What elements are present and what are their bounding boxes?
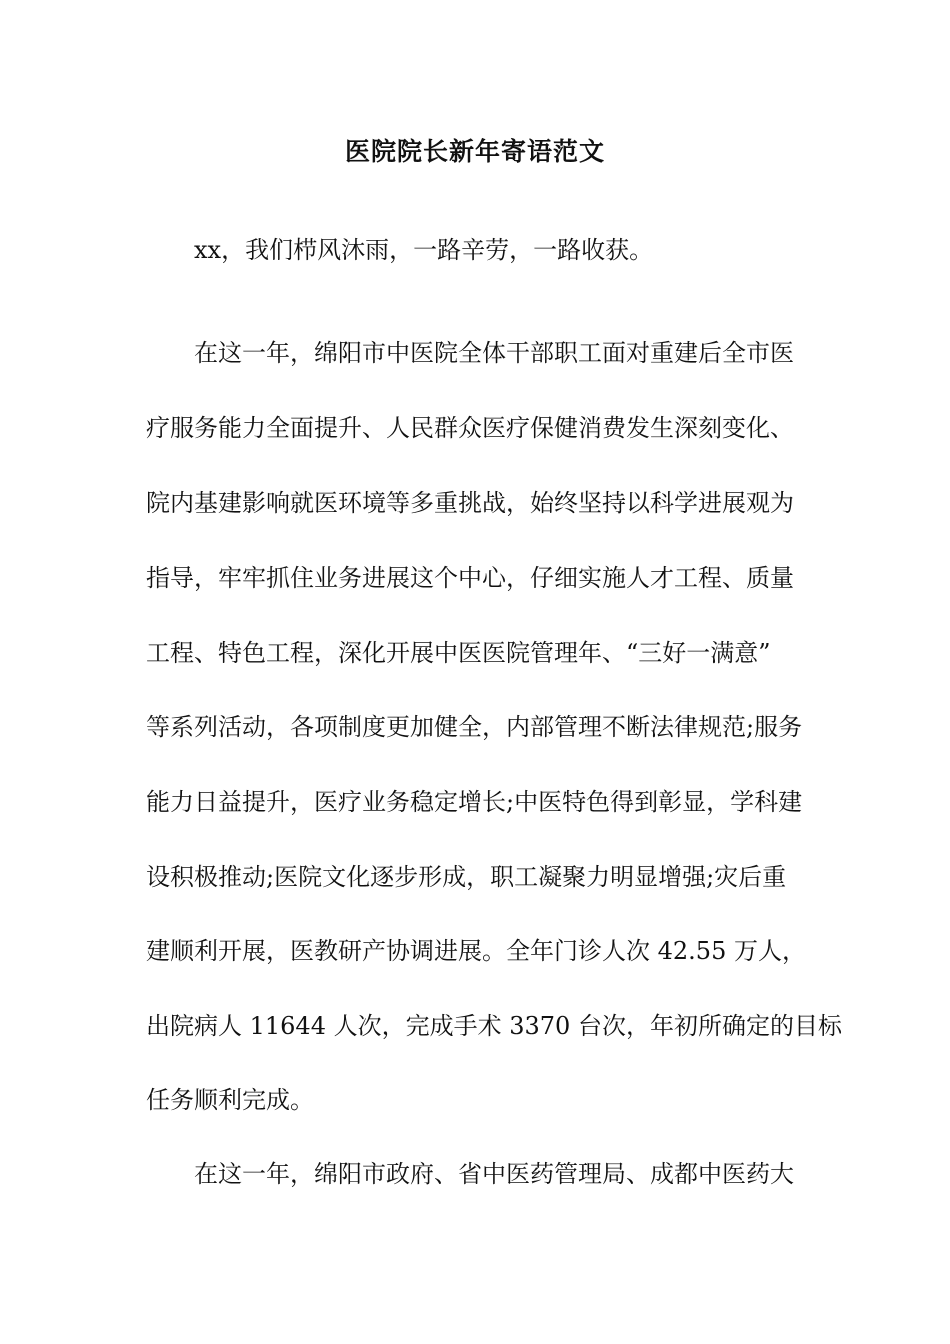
paragraph-3-line-1: 在这一年，绵阳市政府、省中医药管理局、成都中医药大 xyxy=(194,1160,794,1188)
paragraph-2-line-7: 能力日益提升，医疗业务稳定增长;中医特色得到彰显，学科建 xyxy=(146,788,803,816)
paragraph-2-line-1: 在这一年，绵阳市中医院全体干部职工面对重建后全市医 xyxy=(194,339,794,367)
paragraph-2-line-3: 院内基建影响就医环境等多重挑战，始终坚持以科学进展观为 xyxy=(146,489,794,517)
document-title: 医院院长新年寄语范文 xyxy=(344,137,605,166)
paragraph-2-line-11: 任务顺利完成。 xyxy=(146,1086,314,1114)
paragraph-2-line-2: 疗服务能力全面提升、人民群众医疗保健消费发生深刻变化、 xyxy=(146,414,794,442)
paragraph-1-line-1: xx，我们栉风沐雨，一路辛劳，一路收获。 xyxy=(194,236,654,264)
paragraph-2-line-4: 指导，牢牢抓住业务进展这个中心，仔细实施人才工程、质量 xyxy=(146,564,794,592)
paragraph-2-line-8: 设积极推动;医院文化逐步形成，职工凝聚力明显增强;灾后重 xyxy=(146,863,787,891)
paragraph-2-line-6: 等系列活动，各项制度更加健全，内部管理不断法律规范;服务 xyxy=(146,713,803,741)
paragraph-2-line-10: 出院病人 11644 人次，完成手术 3370 台次，年初所确定的目标 xyxy=(146,1012,842,1040)
paragraph-2-line-9: 建顺利开展，医教研产协调进展。全年门诊人次 42.55 万人， xyxy=(146,937,806,965)
paragraph-2-line-5: 工程、特色工程，深化开展中医医院管理年、“三好一满意” xyxy=(146,639,771,667)
